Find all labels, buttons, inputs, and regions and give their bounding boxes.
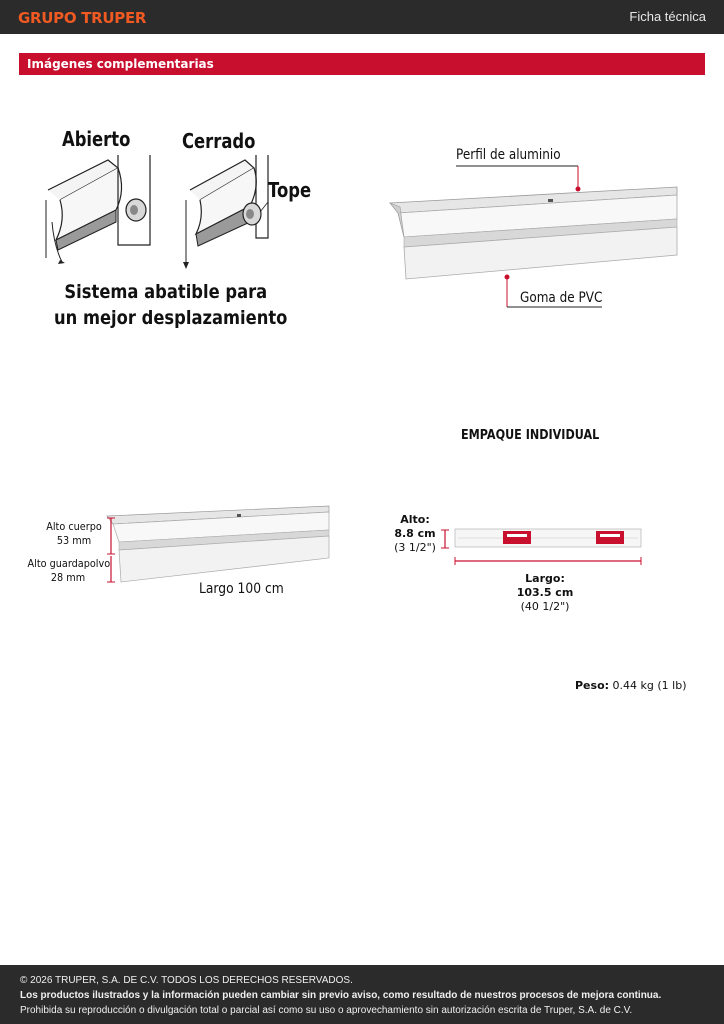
package-length-cm: 103.5 cm bbox=[516, 586, 574, 599]
package-weight-label: Peso: bbox=[575, 679, 610, 692]
body-height-dimension bbox=[42, 520, 105, 548]
document-type: Ficha técnica bbox=[629, 9, 706, 24]
package-height-dimension bbox=[392, 513, 438, 555]
body-height-label: Alto cuerpo bbox=[46, 520, 102, 533]
package-height-label: Alto: bbox=[400, 513, 430, 526]
footer-prohibition: Prohibida su reproducción o divulgación total o parcial así como su uso o aprovechamiento sin autorización escrita de Truper, S.A. de C.V. bbox=[20, 1005, 633, 1016]
package-length-in: (40 1/2") bbox=[520, 600, 570, 613]
guard-height-value: 28 mm bbox=[50, 571, 86, 584]
open-label: Abierto bbox=[62, 127, 131, 151]
package-height-cm: 8.8 cm bbox=[394, 527, 436, 540]
stop-label: Tope bbox=[268, 178, 312, 202]
aluminum-profile-illustration bbox=[390, 185, 680, 285]
footer-disclaimer: Los productos ilustrados y la información pueden cambiar sin previo aviso, como resultado de nuestros procesos de mejora continua. bbox=[20, 990, 662, 1001]
brand-logo: GRUPO TRUPER bbox=[18, 9, 147, 27]
package-length-dimension bbox=[510, 572, 580, 614]
closed-label: Cerrado bbox=[182, 129, 256, 153]
guard-height-label: Alto guardapolvo bbox=[27, 557, 111, 570]
dimension-profile-illustration bbox=[107, 504, 332, 584]
pvc-rubber-label: Goma de PVC bbox=[520, 290, 603, 306]
tagline-line-2: un mejor desplazamiento bbox=[54, 307, 288, 329]
package-illustration bbox=[436, 524, 651, 569]
aluminum-profile-label: Perfil de aluminio bbox=[456, 147, 561, 163]
package-length-label: Largo: bbox=[525, 572, 565, 585]
package-height-in: (3 1/2") bbox=[394, 541, 436, 554]
package-title: EMPAQUE INDIVIDUAL bbox=[461, 428, 600, 443]
package-weight-value: 0.44 kg (1 lb) bbox=[612, 679, 687, 692]
tagline-line-1: Sistema abatible para bbox=[64, 281, 268, 303]
body-height-value: 53 mm bbox=[56, 534, 92, 547]
length-label: Largo 100 cm bbox=[199, 581, 284, 597]
footer-copyright: © 2026 TRUPER, S.A. DE C.V. TODOS LOS DERECHOS RESERVADOS. bbox=[20, 975, 353, 986]
section-title: Imágenes complementarias bbox=[27, 57, 214, 71]
guard-height-dimension bbox=[28, 557, 109, 585]
page-footer bbox=[0, 965, 724, 1024]
package-weight bbox=[575, 679, 687, 692]
